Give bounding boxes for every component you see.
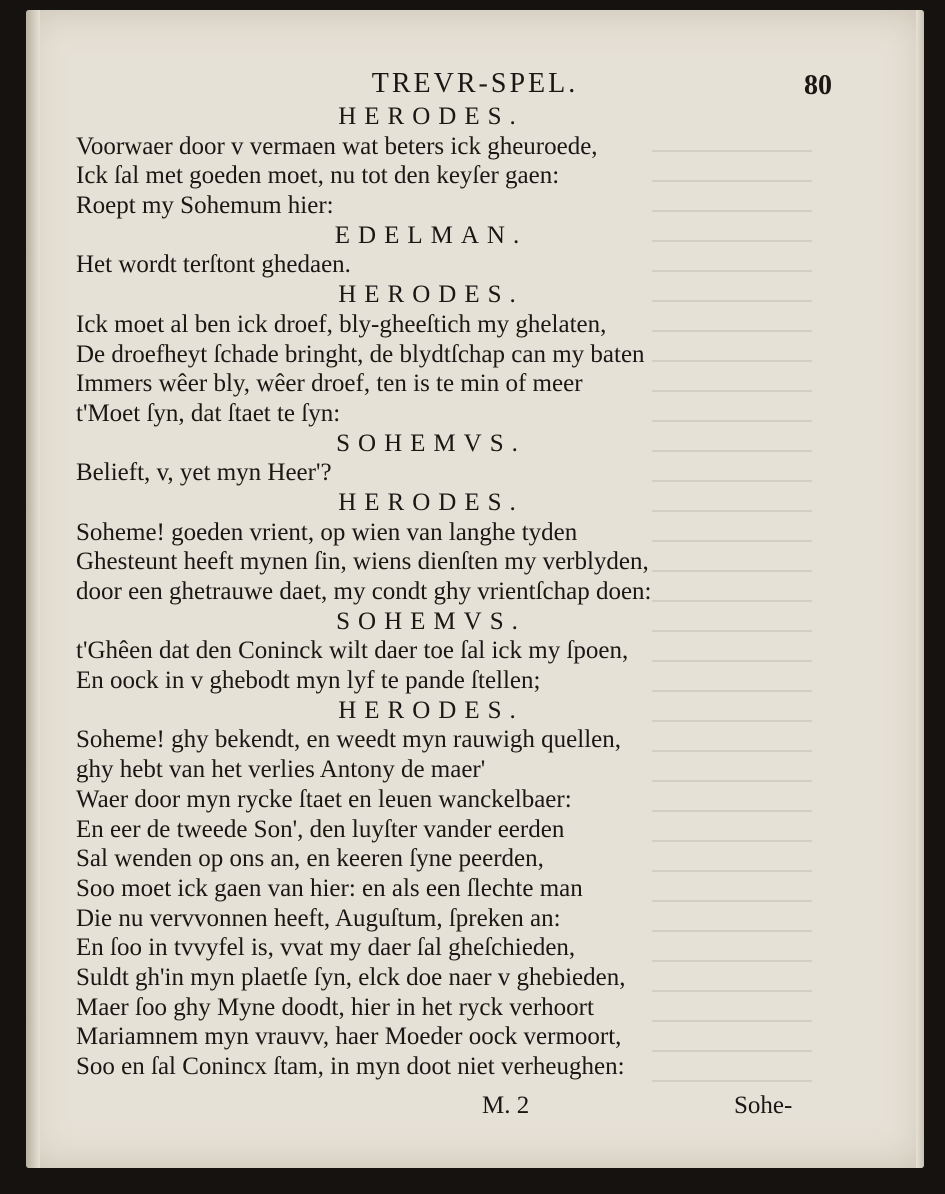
verse-line: Maer ſoo ghy Myne doodt, hier in het ryck verhoort [76, 993, 594, 1021]
page-gutter [26, 10, 40, 1168]
page-number: 80 [804, 70, 832, 101]
verse-line: En ſoo in tvvyfel is, vvat my daer ſal gheſchieden, [76, 934, 576, 962]
verse-line: Waer door myn rycke ſtaet en leuen wanckelbaer: [76, 785, 572, 813]
verse-line: En eer de tweede Son', den luyſter vander eerden [76, 815, 565, 843]
verse-line: En oock in v ghebodt myn lyf te pande ſtellen; [76, 667, 541, 695]
signature-mark: M. 2 [482, 1092, 530, 1119]
verse-line: Het wordt terſtont ghedaen. [76, 251, 351, 279]
verse-line: Sal wenden op ons an, en keeren ſyne peerden, [76, 845, 544, 873]
verse-line: Soheme! ghy bekendt, en weedt myn rauwigh quellen, [76, 726, 621, 754]
verse-line: Roept my Sohemum hier: [76, 192, 334, 220]
speaker-name: HERODES. [338, 103, 524, 130]
verse-line: Voorwaer door v vermaen wat beters ick gheuroede, [76, 132, 598, 160]
speaker-name: EDELMAN. [334, 221, 528, 249]
verse-text-block [76, 102, 776, 1082]
verse-line: Suldt gh'in myn plaetſe ſyn, elck doe naer v ghebieden, [76, 963, 626, 991]
verse-line: De droefheyt ſchade bringht, de blydtſchap can my baten [76, 340, 645, 368]
verse-line: Ghesteunt heeft mynen ſin, wiens dienſten my verblyden, [76, 548, 649, 576]
book-page [26, 10, 924, 1168]
page-fore-edge [916, 10, 924, 1168]
verse-line: Soo en ſal Conincx ſtam, in myn doot niet verheughen: [76, 1053, 625, 1080]
verse-line: Soheme! goeden vrient, op wien van langhe tyden [76, 518, 578, 546]
verse-line: Die nu vervvonnen heeft, Auguſtum, ſpreken an: [76, 904, 561, 932]
verse-line: t'Moet ſyn, dat ſtaet te ſyn: [76, 399, 341, 427]
verse-line: Ick ſal met goeden moet, nu tot den keyſer gaen: [76, 162, 560, 190]
verse-line: Belieft, v, yet myn Heer'? [76, 459, 332, 487]
speaker-name: SOHEMVS. [336, 607, 526, 635]
speaker-name: HERODES. [338, 281, 524, 309]
catchword: Sohe- [734, 1092, 793, 1119]
speaker-name: SOHEMVS. [336, 429, 526, 457]
verse-line: Soo moet ick gaen van hier: en als een ſlechte man [76, 874, 583, 902]
speaker-name: HERODES. [338, 696, 524, 724]
verse-line: Mariamnem myn vrauvv, haer Moeder oock vermoort, [76, 1023, 622, 1051]
verse-line: ghy hebt van het verlies Antony de maer' [76, 756, 486, 784]
verse-line: t'Ghêen dat den Coninck wilt daer toe ſal ick my ſpoen, [76, 637, 629, 665]
verse-line: door een ghetrauwe daet, my condt ghy vrientſchap doen: [76, 578, 652, 605]
speaker-name: HERODES. [338, 488, 524, 516]
verse-line: Immers wêer bly, wêer droef, ten is te min of meer [76, 370, 583, 398]
running-title: TREVR-SPEL. [371, 68, 579, 99]
verse-line: Ick moet al ben ick droef, bly-gheeſtich my ghelaten, [76, 310, 607, 338]
